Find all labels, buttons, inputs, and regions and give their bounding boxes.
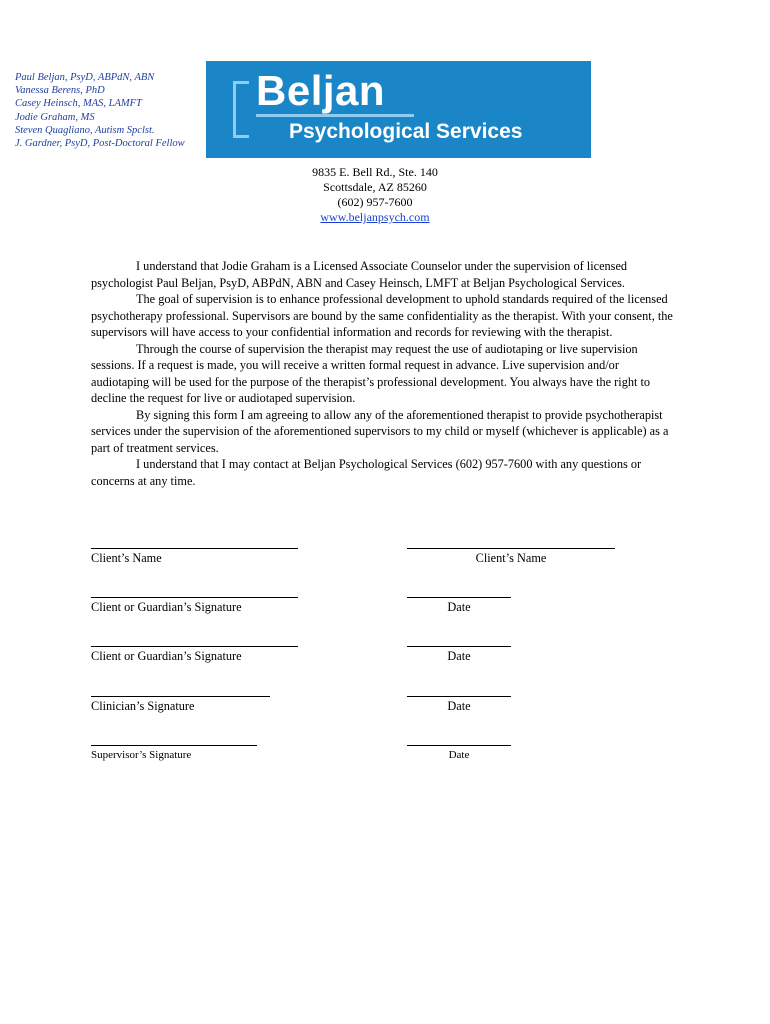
client-name-label: Client’s Name bbox=[91, 551, 162, 565]
client-name-field-left[interactable] bbox=[91, 538, 298, 566]
date-label: Date bbox=[447, 600, 471, 614]
date-label: Date bbox=[447, 699, 471, 713]
client-name-field-right[interactable] bbox=[407, 538, 615, 566]
date-field-1[interactable] bbox=[407, 587, 511, 615]
staff-member: Casey Heinsch, MAS, LAMFT bbox=[15, 98, 142, 110]
date-label: Date bbox=[447, 649, 471, 663]
supervisor-signature-label: Supervisor’s Signature bbox=[91, 749, 192, 761]
guardian-signature-field-2[interactable] bbox=[91, 636, 298, 664]
staff-member: Jodie Graham, MS bbox=[15, 111, 95, 123]
date-field-4[interactable] bbox=[407, 735, 511, 763]
staff-member: Paul Beljan, PsyD, ABPdN, ABN bbox=[15, 72, 155, 83]
guardian-signature-label: Client or Guardian’s Signature bbox=[91, 649, 242, 663]
staff-member: Steven Quagliano, Autism Spclst. bbox=[15, 124, 155, 136]
date-line bbox=[407, 686, 511, 697]
date-line bbox=[407, 587, 511, 598]
company-logo bbox=[206, 61, 591, 158]
date-field-2[interactable] bbox=[407, 636, 511, 664]
logo-bracket-icon bbox=[233, 81, 249, 138]
consent-paragraph: By signing this form I am agreeing to allow any of the aforementioned therapist to provide psychotherapist services under the supervision of the aforementioned supervisors to my child or myself (whichever is applicable) as a part of treatment services. bbox=[91, 407, 669, 455]
address-city: Scottsdale, AZ 85260 bbox=[323, 180, 427, 194]
staff-list bbox=[15, 71, 215, 150]
signature-line bbox=[91, 636, 298, 647]
consent-paragraph: The goal of supervision is to enhance professional development to uphold standards required of the licensed psychotherapy professional. Supervisors are bound by the same confidentiality as the therapist. With your consent, the supervisors will have access to your confidential information and records for reviewing with the therapist. bbox=[91, 292, 673, 339]
signature-line bbox=[91, 686, 270, 697]
logo-name: Beljan bbox=[256, 67, 386, 114]
staff-member: Vanessa Berens, PhD bbox=[15, 85, 105, 97]
signature-line bbox=[91, 735, 257, 746]
staff-member: J. Gardner, PsyD, Post-Doctoral Fellow bbox=[15, 138, 185, 150]
clinician-signature-label: Clinician’s Signature bbox=[91, 699, 195, 713]
guardian-signature-field-1[interactable] bbox=[91, 587, 298, 615]
date-label: Date bbox=[448, 749, 470, 761]
address-block bbox=[300, 165, 450, 225]
date-line bbox=[407, 735, 511, 746]
client-name-label: Client’s Name bbox=[475, 551, 547, 565]
date-field-3[interactable] bbox=[407, 686, 511, 714]
logo-subtitle: Psychological Services bbox=[289, 120, 523, 143]
signature-line bbox=[91, 587, 298, 598]
date-line bbox=[407, 636, 511, 647]
clinician-signature-field[interactable] bbox=[91, 686, 270, 714]
address-street: 9835 E. Bell Rd., Ste. 140 bbox=[312, 165, 438, 179]
website-link[interactable]: www.beljanpsych.com bbox=[320, 210, 430, 224]
consent-body bbox=[91, 258, 673, 489]
guardian-signature-label: Client or Guardian’s Signature bbox=[91, 600, 242, 614]
consent-paragraph: Through the course of supervision the therapist may request the use of audiotaping or live supervision sessions. If a request is made, you will receive a written formal request in advance. Live supervision and/or audiotaping will be used for the purpose of the therapist’s professional development. You always have the right to decline the request for live or audiotaped supervision. bbox=[91, 341, 651, 405]
signature-line bbox=[91, 538, 298, 549]
consent-paragraph: I understand that Jodie Graham is a Licensed Associate Counselor under the supervision of licensed psychologist Paul Beljan, PsyD, ABPdN, ABN and Casey Heinsch, LMFT at Beljan Psychological Services. bbox=[91, 259, 628, 290]
logo-rule bbox=[256, 114, 414, 117]
supervisor-signature-field[interactable] bbox=[91, 735, 257, 763]
consent-paragraph: I understand that I may contact at Beljan Psychological Services (602) 957-7600 with any questions or concerns at any time. bbox=[91, 457, 642, 488]
address-phone: (602) 957-7600 bbox=[337, 195, 413, 209]
signature-line bbox=[407, 538, 615, 549]
